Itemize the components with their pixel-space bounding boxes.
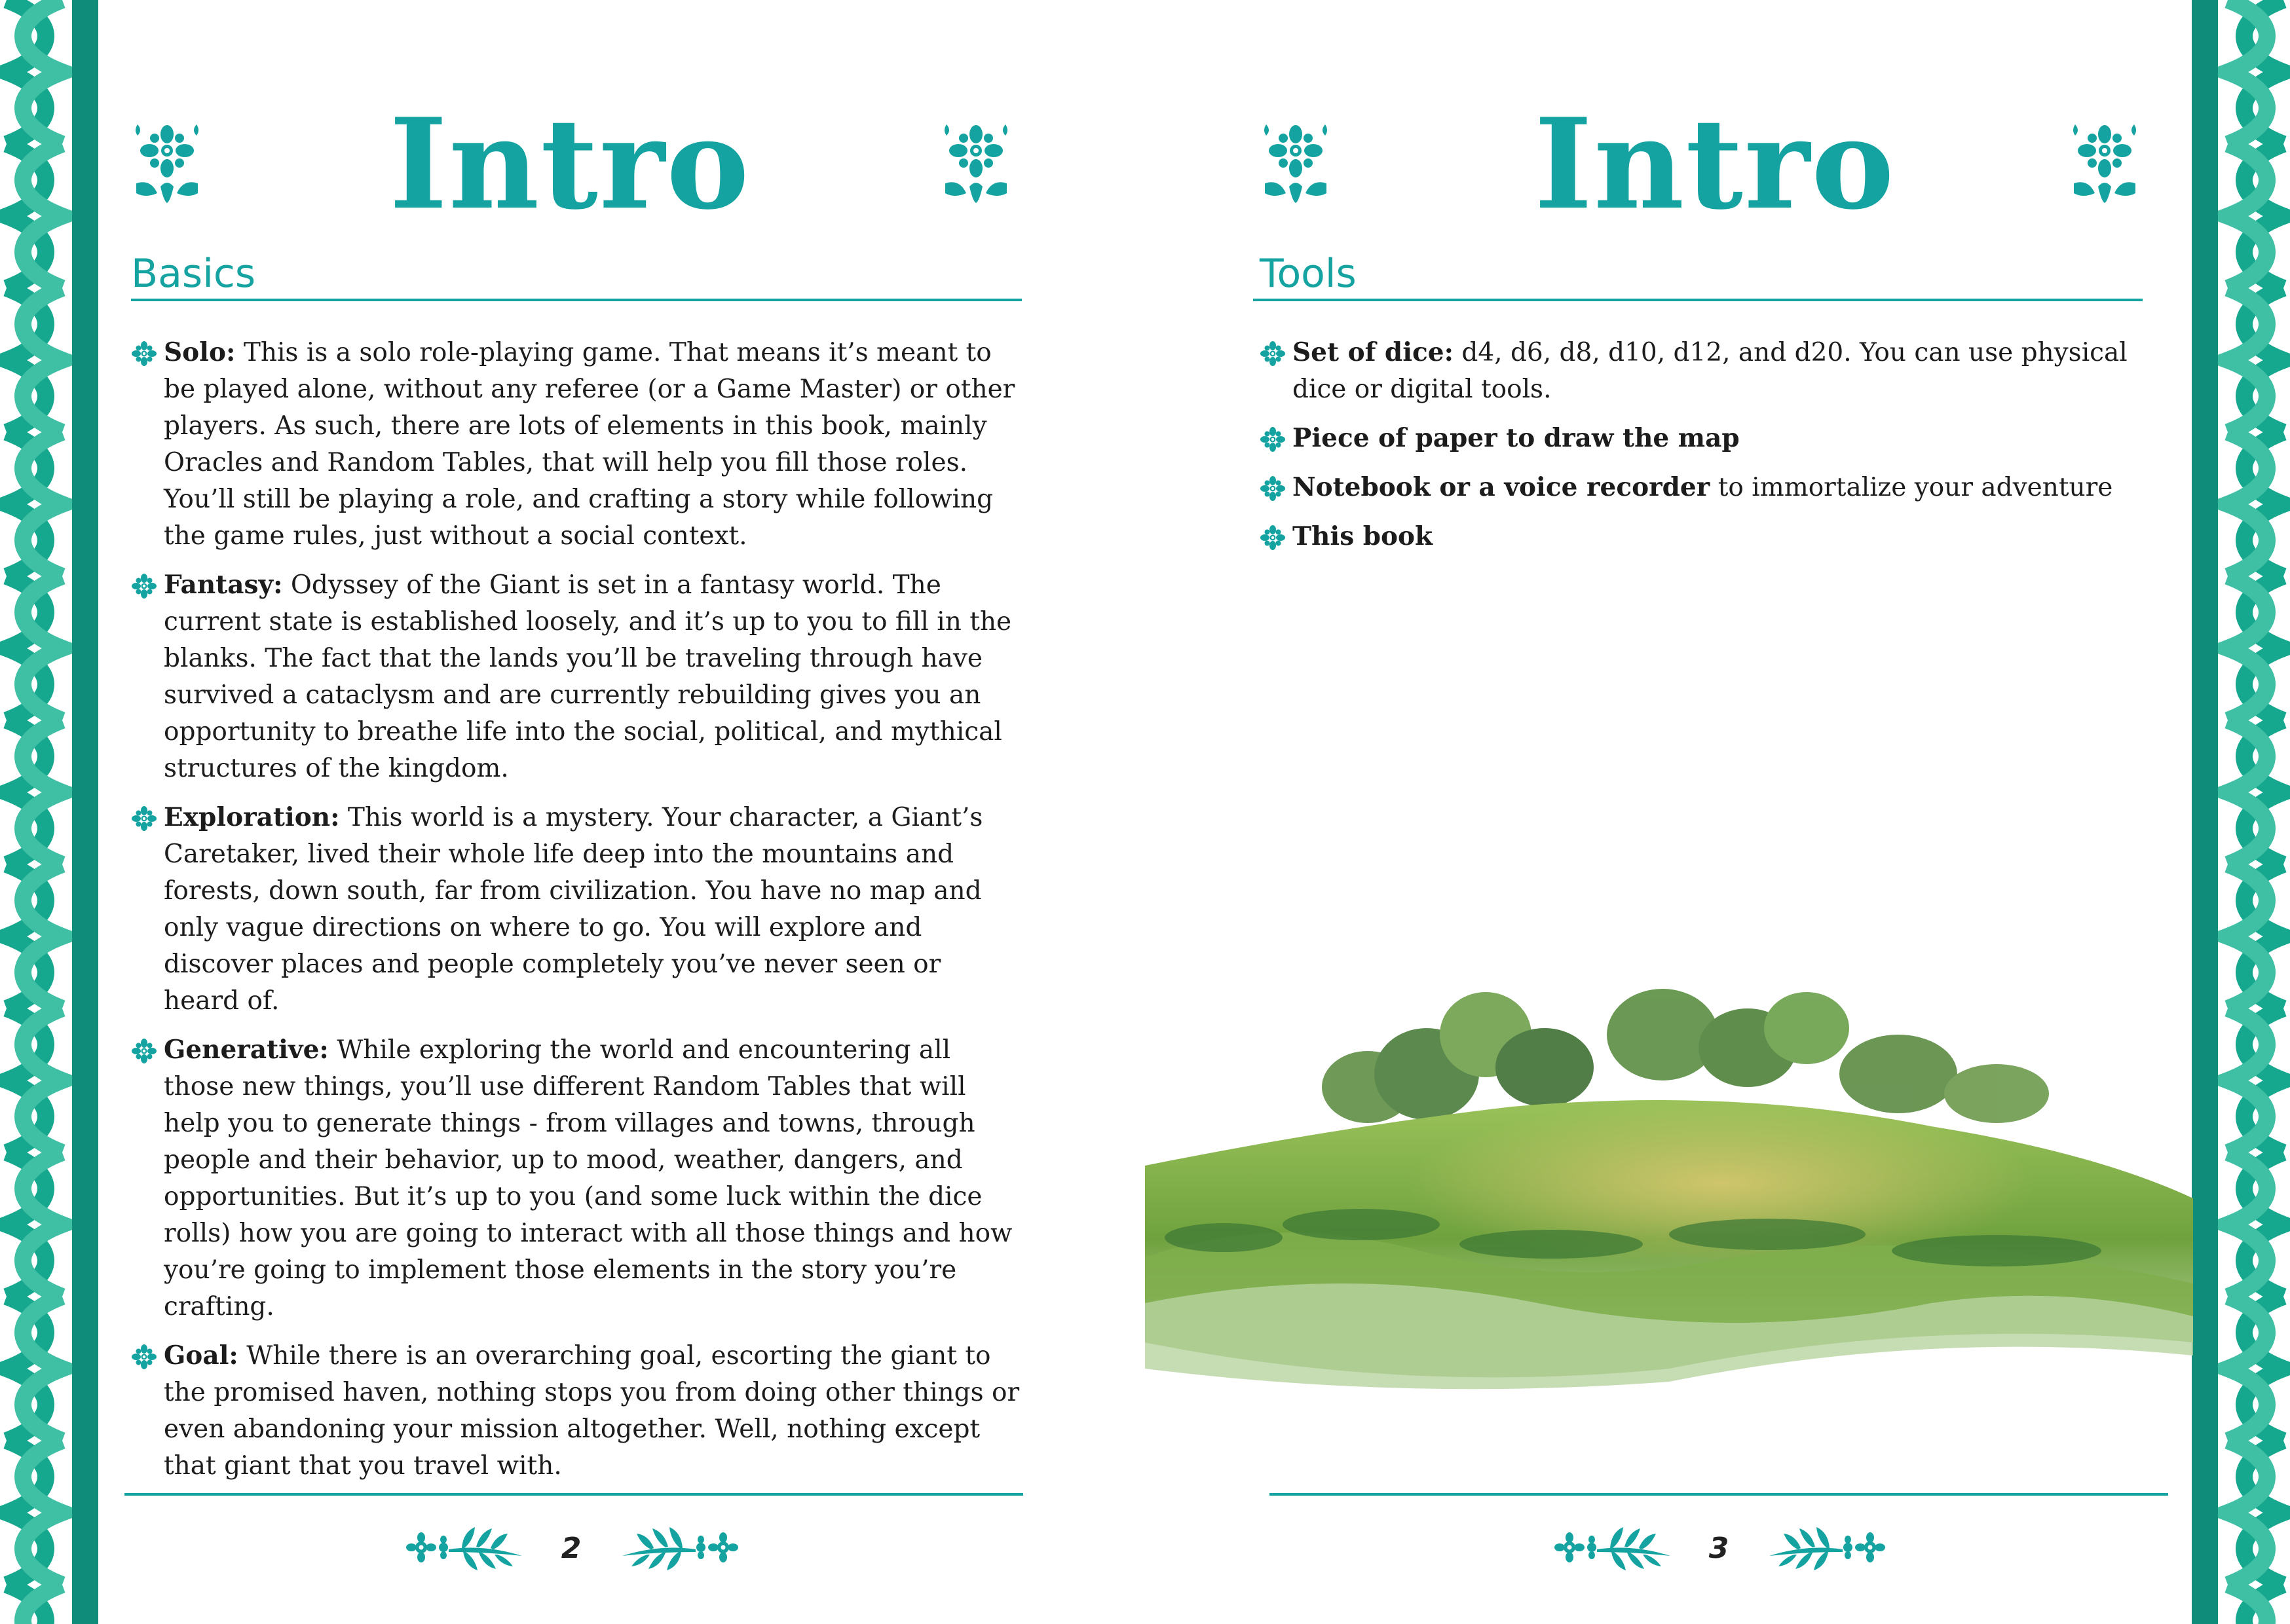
page-title: Intro xyxy=(1534,90,1896,237)
list-item-notebook xyxy=(1260,469,2150,506)
section-heading: Basics xyxy=(131,251,256,297)
item-term: Generative: xyxy=(164,1035,329,1065)
list-item-paper xyxy=(1260,420,2150,457)
laurel-branch-icon xyxy=(1764,1518,1888,1577)
page-number: 3 xyxy=(1708,1532,1729,1565)
footer-divider xyxy=(124,1493,1023,1496)
flower-bullet-icon xyxy=(1260,426,1286,452)
item-term: Fantasy: xyxy=(164,570,283,600)
flower-tile-icon xyxy=(2069,121,2141,206)
flower-bullet-icon xyxy=(131,573,157,599)
item-text: to immortalize your adventure xyxy=(1718,473,2113,502)
item-term: Exploration: xyxy=(164,802,340,832)
wave-border-right xyxy=(2192,0,2290,1624)
item-term: This book xyxy=(1292,521,1433,551)
list-item-dice xyxy=(1260,334,2150,408)
laurel-branch-icon xyxy=(1551,1518,1676,1577)
item-text: Odyssey of the Giant is set in a fantasy world. The current state is established loosely, and it’s up to you to fill in the blanks. The fact that the lands you’ll be traveling through have survived a cataclysm and are currently rebuilding gives you an opportunity to breathe life into the social, political, and mythical structures of the kingdom. xyxy=(164,570,1012,783)
flower-bullet-icon xyxy=(1260,525,1286,551)
item-term: Piece of paper to draw the map xyxy=(1292,423,1740,453)
section-divider xyxy=(131,299,1022,301)
tools-list xyxy=(1260,334,2150,567)
flower-bullet-icon xyxy=(131,341,157,367)
list-item-goal xyxy=(131,1337,1022,1485)
item-text: d4, d6, d8, d10, d12, and d20. You can use physical dice or digital tools. xyxy=(1292,338,2128,404)
flower-tile-icon xyxy=(940,121,1012,206)
flower-bullet-icon xyxy=(131,1038,157,1064)
laurel-branch-icon xyxy=(403,1518,527,1577)
item-text: This world is a mystery. Your character, a Giant’s Caretaker, lived their whole life deep into the mountains and forests, down south, far from civilization. You have no map and only vague directions on where to go. You will explore and discover places and people completely you’ve never seen or heard of. xyxy=(164,803,983,1016)
item-text: While there is an overarching goal, escorting the giant to the promised haven, nothing stops you from doing other things or even abandoning your mission altogether. Well, nothing except that giant that you travel with. xyxy=(164,1341,1020,1481)
page-number: 2 xyxy=(561,1532,582,1565)
flower-bullet-icon xyxy=(131,1344,157,1370)
item-term: Notebook or a voice recorder xyxy=(1292,472,1710,502)
section-heading: Tools xyxy=(1260,251,1357,297)
item-text: This is a solo role-playing game. That means it’s meant to be played alone, without any referee (or a Game Master) or other players. As such, there are lots of elements in this book, mainly Oracles and Random Tables, that will help you fill those roles. You’ll still be playing a role, and crafting a story while following the game rules, just without a social context. xyxy=(164,338,1015,551)
list-item-generative xyxy=(131,1031,1022,1325)
item-term: Set of dice: xyxy=(1292,337,1454,367)
watercolor-hill-landscape xyxy=(1145,976,2193,1395)
section-divider xyxy=(1253,299,2143,301)
laurel-branch-icon xyxy=(617,1518,741,1577)
wave-border-left xyxy=(0,0,98,1624)
list-item-solo xyxy=(131,334,1022,555)
footer-divider xyxy=(1269,1493,2168,1496)
flower-bullet-icon xyxy=(1260,341,1286,367)
flower-bullet-icon xyxy=(1260,475,1286,502)
item-text: While exploring the world and encountering all those new things, you’ll use different Random Tables that will help you to generate things - from villages and towns, through people and their behavior, up to mood, weather, dangers, and opportunities. But it’s up to you (and some luck within the dice rolls) how you are going to interact with all those things and how you’re going to implement those elements in the story you’re crafting. xyxy=(164,1035,1013,1321)
item-term: Solo: xyxy=(164,337,236,367)
item-term: Goal: xyxy=(164,1340,238,1371)
basics-list xyxy=(131,334,1022,1496)
flower-bullet-icon xyxy=(131,805,157,832)
list-item-fantasy xyxy=(131,566,1022,787)
page-title: Intro xyxy=(389,90,751,237)
list-item-book xyxy=(1260,518,2150,555)
list-item-exploration xyxy=(131,799,1022,1020)
right-page xyxy=(1145,0,2290,1624)
